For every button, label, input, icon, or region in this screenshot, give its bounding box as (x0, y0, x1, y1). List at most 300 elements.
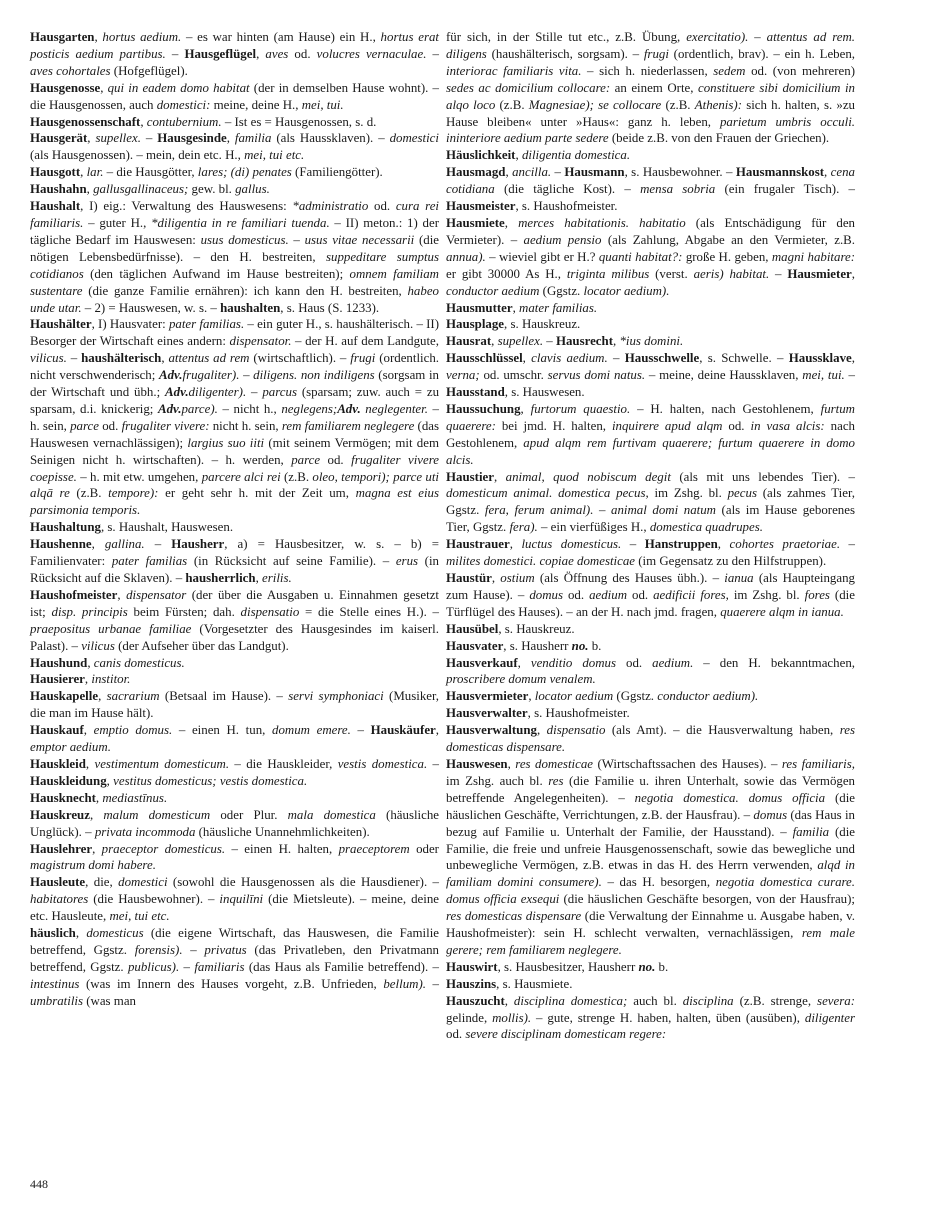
latin-term: Adv. (165, 385, 189, 400)
latin-term: neglegens; (281, 401, 338, 416)
entry-text: , (89, 807, 104, 822)
headword: Hausgeflügel (184, 46, 257, 61)
latin-term: Adv. (158, 368, 183, 383)
latin-term: bellum). – umbratilis (30, 976, 439, 1008)
latin-term: familia (234, 131, 272, 146)
entry-text: (häusliche Unglück). – (30, 807, 440, 839)
latin-term: *diligentia in re familiari tuenda. (151, 215, 330, 230)
entry-text: , I) eig.: Verwaltung des Hauswesens: (80, 199, 293, 214)
dictionary-entry (446, 215, 855, 300)
dictionary-entry (446, 959, 855, 976)
dictionary-entry (30, 29, 439, 80)
headword: Hausvater (446, 638, 504, 653)
entry-text: , (491, 571, 501, 585)
latin-term: quaerere alqm in ianua. (720, 604, 844, 619)
entry-text: , (536, 723, 547, 738)
latin-term: furtorum quaestio. (530, 401, 631, 416)
dictionary-entry (30, 130, 439, 164)
entry-text: – die Hausgötter, (103, 165, 198, 180)
latin-term: frugaliter vivere: (121, 418, 210, 433)
latin-term: domum emere. (272, 723, 351, 738)
entry-text: an einem Orte, (610, 80, 698, 95)
entry-text: (Ggstz. (613, 689, 658, 704)
entry-text: (beide z.B. von den Frauen der Griechen). (608, 131, 830, 146)
latin-term: forensis). – privatus (134, 942, 247, 957)
entry-text: , (851, 351, 855, 366)
latin-term: intestinus (30, 976, 80, 991)
latin-term: aedium pensio (523, 232, 602, 247)
entry-text: oder Plur. (210, 807, 288, 822)
dictionary-entry (446, 29, 855, 147)
entry-text: od. umschr. (479, 368, 548, 383)
entry-text: (die ganze Familie ernähren): ich kann den H. bestreiten, (82, 283, 408, 298)
entry-text: (der über die Ausgaben u. Einnahmen gesetzt ist; (30, 587, 439, 619)
entry-text: – (844, 368, 855, 383)
entry-text: gelinde, (446, 1010, 493, 1025)
entry-text: – ein guter H., s. haushälterisch. – II) Besorger der Wirtschaft eines andern: (30, 317, 440, 349)
entry-text: (die Familie, die freie und unfreie Hausgenossenschaft, sowie das bewegliche und unbewegliche Vermögen, z.B. etwas in das H. des Herrn verwenden, (446, 824, 855, 873)
entry-text: , (161, 351, 169, 366)
latin-term: dispensator. (229, 334, 292, 349)
latin-term: *ius domini. (619, 334, 684, 349)
entry-text: (wirtschaftlich). – (249, 351, 351, 366)
headword: Haussuchung (446, 401, 521, 416)
dictionary-entry (446, 350, 855, 401)
entry-text: (der Aufseher über das Landgut). (114, 638, 289, 653)
right-column (446, 29, 855, 1043)
entry-text: (die nötigen Lebensbedürfnisse). – den H. bestreiten, (30, 232, 439, 264)
entry-text: , (86, 182, 94, 197)
latin-term: aedium (589, 587, 628, 602)
entry-text: , (507, 756, 516, 771)
latin-term: vilicus (81, 638, 115, 653)
entry-text: (in Rücksicht auf die Sklaven). – (30, 554, 439, 585)
entry-text: , s. Schwelle. – (699, 351, 789, 366)
latin-term: severe disciplinam domesticam regere: (465, 1027, 667, 1042)
latin-term: dispensatio (240, 604, 300, 619)
headword: haushalten (220, 300, 281, 315)
latin-term: luctus domesticus. (521, 537, 622, 552)
latin-term: furtum quaerere: (446, 401, 855, 433)
entry-text: , (83, 723, 94, 738)
dictionary-entry (446, 164, 855, 215)
latin-term: verna; (446, 368, 480, 383)
dictionary-entry (30, 536, 439, 587)
headword: Hausverkauf (446, 655, 518, 670)
latin-term: aedificii fores, (653, 587, 729, 602)
headword: Hausgarten (30, 30, 95, 44)
entry-text: , (85, 756, 95, 771)
entry-text: , (256, 46, 266, 61)
headword: Haushälter (30, 317, 92, 332)
entry-text: (als Entschädigung für den Vermieter). – (446, 215, 855, 247)
entry-text: , (491, 334, 498, 349)
latin-term: disciplina domestica; (513, 993, 628, 1008)
latin-term: domus (753, 807, 788, 822)
entry-text: (die tägliche Kost). – (494, 182, 641, 197)
entry-text: , (80, 165, 87, 180)
headword: Hausvermieter (446, 689, 529, 704)
dictionary-entry (446, 469, 855, 537)
headword: Haushaltung (30, 520, 101, 535)
entry-text: , (515, 148, 522, 163)
entry-text: , (87, 131, 96, 146)
latin-term: Adv. (157, 401, 182, 416)
entry-text: (ordentlich. nicht verschwenderisch; (30, 351, 440, 383)
latin-term: institor. (91, 672, 131, 687)
entry-text: – wieviel gibt er H.? (485, 249, 599, 264)
entry-text: od. (562, 587, 590, 602)
latin-term: aeris) habitat. (693, 266, 770, 281)
dictionary-entry (446, 401, 855, 469)
headword: Hausrecht (555, 334, 613, 349)
latin-term: mei, tui. (802, 368, 845, 383)
entry-text: , (226, 131, 235, 146)
latin-term: magni habitare: (771, 249, 855, 264)
latin-term: domestici: (156, 97, 211, 112)
entry-text: – II) meton.: 1) der tägliche Bedarf im Hauswesen: (30, 215, 439, 247)
entry-text: große H. geben, (682, 249, 772, 264)
latin-term: proscribere domum venalem. (446, 672, 596, 687)
latin-term: frugi (643, 46, 669, 61)
latin-term: usus domesticus. – usus vitae necessarii (200, 232, 415, 247)
latin-term: apud alqm rem furtivam quaerere; furtum quaerere in domo alcis. (446, 435, 855, 467)
latin-term: conductor aedium). (657, 689, 759, 704)
latin-term: diligentia domestica. (521, 148, 631, 163)
entry-text: gew. bl. (188, 182, 236, 197)
entry-text: od. (98, 418, 122, 433)
entry-text: (die Türflügel des Hauses). – an der H. nach jmd. fragen, (446, 587, 855, 619)
entry-text: , (94, 30, 103, 44)
latin-term: res (548, 773, 564, 788)
latin-term: locator aedium (534, 689, 614, 704)
dictionary-entry (30, 655, 439, 672)
latin-term: oleo, tempori); parce uti alqā re (30, 469, 439, 501)
dictionary-entry (30, 807, 439, 841)
latin-term: habitatores (30, 892, 89, 907)
latin-term: no. (638, 959, 656, 974)
latin-term: vestimentum domesticum. (94, 756, 230, 771)
headword: Hausverwalter (446, 706, 528, 721)
entry-text: – (621, 537, 645, 552)
entry-text: , s. Haus (S. 1233). (280, 300, 380, 315)
entry-text: (Musiker, die man im Hause hält). (30, 689, 439, 721)
latin-term: mei, tui etc. (244, 148, 305, 163)
dictionary-entry (30, 722, 439, 756)
dictionary-entry (30, 688, 439, 722)
entry-text: – (165, 46, 185, 61)
entry-text: bei jmd. H. halten, (495, 418, 612, 433)
latin-term: suppeditare sumptus cotidianos (30, 249, 440, 281)
entry-text: (sparsam; zuw. auch = zu sparsam, d.i. knickerig; (30, 385, 440, 416)
dictionary-entry (30, 587, 439, 655)
dictionary-entry (446, 300, 855, 317)
latin-term: constituere sibi domicilium in alqo loco (446, 80, 855, 112)
entry-text: meine, deine H., (210, 97, 302, 112)
dictionary-entry (446, 638, 855, 655)
headword: Hausgenossenschaft (30, 114, 141, 129)
entry-text: , (95, 790, 103, 805)
latin-term: tempore): (108, 486, 159, 501)
entry-text: – das H. besorgen, (601, 875, 716, 890)
entry-text: , (520, 401, 531, 416)
entry-text: (als Zahlung, Abgabe an den Vermieter, z.B. (601, 232, 855, 247)
headword: Hausmieter (787, 266, 852, 281)
latin-term: dispensator (126, 587, 187, 602)
latin-term: vilicus. (30, 351, 67, 366)
latin-term: rem male gerere; rem familiarem neglegere. (446, 926, 855, 957)
entry-text: (sowohl die Hausgenossen als die Hausdiener). – (167, 875, 439, 890)
entry-text: – H. halten, nach Gestohlenem, (630, 401, 821, 416)
entry-text: (das Haus als Familie betreffend). – (244, 959, 439, 974)
entry-text: (Vorgesetzter des Hausgesindes im kaiserl. Palast). – (30, 621, 439, 653)
latin-term: gallina. (104, 537, 145, 552)
entry-text: – (427, 756, 440, 771)
headword: Haussklave (788, 351, 852, 366)
latin-term: Adv. (337, 401, 361, 416)
entry-text: sich h. halten, s. »zu Hause bleiben« unter »Haus«: ganz h. leben, (446, 97, 855, 129)
latin-term: mensa sobria (640, 182, 716, 197)
latin-term: diligenter). – parcus (188, 385, 297, 400)
headword: Hausrat (446, 334, 492, 349)
latin-term: gallusgallinaceus; (93, 182, 189, 197)
headword: Hauskreuz (30, 807, 90, 822)
dictionary-entry (446, 655, 855, 689)
entry-text: , (255, 571, 263, 585)
latin-term: malum domesticum (103, 807, 211, 822)
latin-term: publicus). – familiaris (127, 959, 245, 974)
latin-term: vestitus domesticus; vestis domestica. (113, 773, 308, 788)
entry-text: – 2) = Hauswesen, w. s. – (81, 300, 221, 315)
entry-text: , (84, 672, 92, 687)
latin-term: magistrum domi habere. (30, 858, 156, 873)
entry-text: , (851, 266, 855, 281)
dictionary-entry (446, 705, 855, 722)
headword: Hausknecht (30, 790, 96, 805)
entry-text: (Familiengötter). (291, 165, 383, 180)
entry-text: = die Stelle eines H.). – (299, 604, 439, 619)
entry-text: , (98, 689, 107, 704)
latin-term: canis domesticus. (93, 655, 185, 670)
entry-text: , (140, 114, 147, 129)
entry-text: nicht h. sein, (209, 418, 282, 433)
entry-text: (sorgsam in der Wirtschaft und übh.; (30, 368, 439, 400)
entry-text: b. (588, 638, 602, 653)
dictionary-entry (446, 536, 855, 570)
dictionary-entry (446, 333, 855, 350)
entry-text: , (717, 537, 730, 552)
latin-term: ostium (500, 571, 535, 585)
latin-term: neglegenter. (360, 401, 428, 416)
entry-text: od. (446, 1027, 466, 1042)
dictionary-entry (30, 519, 439, 536)
entry-text: (haushälterisch, sorgsam). – (486, 46, 644, 61)
entry-text: (als im Hause geborenes Tier, Ggstz. (446, 503, 855, 535)
entry-text: – guter H., (83, 215, 152, 230)
entry-text: (den täglichen Aufwand im Hause bestreiten); (83, 266, 350, 281)
headword: Hausierer (30, 672, 85, 687)
entry-text: , (517, 655, 531, 670)
entry-text: (als Amt). – die Hausverwaltung haben, (605, 723, 840, 738)
left-column (30, 29, 439, 1010)
entry-text: , (87, 655, 94, 670)
entry-text: – die Hauskleider, (229, 756, 338, 771)
entry-text: (z.B. (495, 97, 529, 112)
dictionary-entry (30, 80, 439, 114)
latin-term: cura rei familiaris. (30, 199, 439, 230)
latin-term: conductor aedium (446, 283, 540, 298)
entry-text: od. (722, 418, 751, 433)
dictionary-entry (30, 756, 439, 790)
entry-text: (ordentlich, brav). – ein h. Leben, (668, 46, 855, 61)
entry-text: – nicht h., (217, 401, 282, 416)
entry-text: im Zshg. bl. (648, 486, 728, 501)
entry-text: – h. mit etw. umgehen, (76, 469, 202, 484)
entry-text: (z.B. strenge, (733, 993, 818, 1008)
entry-text: , (613, 334, 620, 349)
entry-text: (in Rücksicht auf seine Familie). – (187, 554, 396, 569)
latin-term: erilis. (262, 571, 292, 585)
entry-text: (als Haupteingang zum Hause). – (446, 571, 855, 602)
latin-term: ianua (724, 571, 754, 585)
headword: Haustier (446, 469, 494, 484)
entry-text: od. (288, 46, 317, 61)
latin-term: severa: (817, 993, 855, 1008)
latin-term: fera, ferum animal). – animal domi natum (484, 503, 716, 518)
latin-term: parce). (181, 401, 218, 416)
latin-term: fores (804, 587, 830, 602)
headword: Hauskleid (30, 756, 86, 771)
latin-term: exercitatio). – attentus ad rem. diligens (446, 30, 855, 61)
entry-text: (als Öffnung des Hauses übh.). – (534, 571, 725, 585)
entry-text: (im Gegensatz zu den Hilfstruppen). (635, 554, 827, 569)
latin-term: domesticus (86, 926, 144, 941)
latin-term: disp. principis (51, 604, 128, 619)
dictionary-entry (446, 621, 855, 638)
dictionary-entry (30, 198, 439, 316)
entry-text: , die, (85, 875, 119, 890)
latin-term: aves (265, 46, 289, 61)
latin-term: lar. (86, 165, 104, 180)
latin-term: disciplina (682, 993, 734, 1008)
headword: Hauskapelle (30, 689, 99, 704)
headword: Haushahn (30, 182, 87, 197)
headword: Hanstruppen (644, 537, 718, 552)
latin-term: contubernium. (146, 114, 222, 129)
entry-text: – (551, 165, 565, 180)
entry-text: , (522, 351, 532, 366)
entry-text: (der in demselben Hause wohnt). – die Hausgenossen, auch (30, 80, 439, 112)
entry-text: – (350, 723, 371, 738)
entry-text: – (607, 351, 625, 366)
headword: Hauslehrer (30, 841, 93, 856)
entry-text: (als zahmes Tier, Ggstz. (446, 486, 855, 518)
latin-term: praeceptor domesticus. (101, 841, 226, 856)
latin-term: res domesticae (515, 756, 593, 771)
latin-term: negotia domestica curare. domus officia exsequi (446, 875, 856, 907)
latin-term: fera). (509, 520, 538, 535)
entry-text: – es war hinten (am Hause) ein H., (181, 30, 381, 44)
entry-text: od. (320, 452, 352, 467)
latin-term: *administratio (292, 199, 369, 214)
entry-text: , (509, 537, 522, 552)
dictionary-entry (446, 688, 855, 705)
latin-term: servus domi natus. (547, 368, 646, 383)
latin-term: dispensatio (546, 723, 606, 738)
headword: Haustür (446, 571, 492, 585)
latin-term: attentus ad rem (168, 351, 250, 366)
latin-term: no. (571, 638, 589, 653)
entry-text: (Hofgeflügel). (110, 63, 188, 78)
latin-term: familia (792, 824, 830, 839)
latin-term: animal, quod nobiscum degit (505, 469, 671, 484)
entry-text: (als Hausgenossen). – mein, dein etc. H., (30, 148, 245, 163)
headword: Hausgerät (30, 131, 88, 146)
entry-text: im Zshg. auch bl. (446, 773, 549, 788)
latin-term: domus (529, 587, 563, 602)
latin-term: vestis domestica. (337, 756, 428, 771)
headword: Hauskleidung (30, 773, 107, 788)
entry-text: für sich, in der Stille tut etc., z.B. Übung, (446, 30, 687, 44)
entry-text: (Betsaal im Hause). – (159, 689, 289, 704)
entry-text: (die eigene Wirtschaft, das Hauswesen, die Familie betreffend, Ggstz. (30, 926, 439, 957)
entry-text: (z.B. (280, 469, 313, 484)
entry-text: – (144, 537, 172, 552)
entry-text: – Ist es = Hausgenossen, s. d. (221, 114, 377, 129)
latin-term: clavis aedium. (531, 351, 608, 366)
latin-term: in vasa alcis: (750, 418, 825, 433)
latin-term: domesticum animal. domestica pecus, (446, 486, 649, 501)
latin-term: sedes ac domicilium collocare: (446, 80, 611, 95)
latin-term: pater familias. (168, 317, 245, 332)
latin-term: res domesticas dispensare (446, 909, 582, 924)
headword: Hausmannskost (735, 165, 825, 180)
entry-text: , (505, 165, 513, 180)
latin-term: merces habitationis. habitatio (518, 215, 686, 230)
entry-text: , s. Haushofmeister. (527, 706, 630, 721)
entry-text: , (512, 300, 520, 315)
dictionary-entry (446, 976, 855, 993)
entry-text: , (504, 993, 514, 1008)
entry-text: (was im Innern des Hauses vorgeht, z.B. Unfrieden, (79, 976, 384, 991)
entry-text: – meine, deine Haussklaven, (645, 368, 803, 383)
latin-term: res domesticas dispensare. (446, 723, 855, 755)
latin-term: negotia domestica. domus officia (634, 790, 826, 805)
entry-text: nach Gestohlenem, (446, 418, 855, 450)
entry-text: (verst. (649, 266, 694, 281)
latin-term: praepositus urbanae familiae (30, 621, 192, 636)
entry-text: , s. Hauskreuz. (504, 317, 581, 332)
latin-term: qui in eadem domo habitat (107, 80, 250, 95)
latin-term: alqd in familiam domini consumere). (446, 858, 855, 890)
entry-text: beim Fürsten; dah. (127, 604, 241, 619)
headword: Haushalt (30, 199, 81, 214)
latin-term: parietum umbris occuli. ininteriore aedium parte sedere (446, 114, 856, 146)
latin-term: diligenter (804, 1010, 855, 1025)
headword: Hausmeister (446, 199, 516, 214)
latin-term: mei, tui. (301, 97, 344, 112)
latin-term: supellex. (497, 334, 544, 349)
latin-term: mala domestica (287, 807, 376, 822)
entry-text: – (66, 351, 82, 366)
latin-term: cena cotidiana (446, 165, 855, 197)
latin-term: annua). (446, 249, 486, 264)
headword: Häuslichkeit (446, 148, 516, 163)
headword: Hausverwaltung (446, 723, 537, 738)
entry-text: b. (655, 959, 669, 974)
latin-term: Magnesiae); se collocare (528, 97, 662, 112)
entry-text: , s. Hauswesen. (504, 385, 585, 400)
